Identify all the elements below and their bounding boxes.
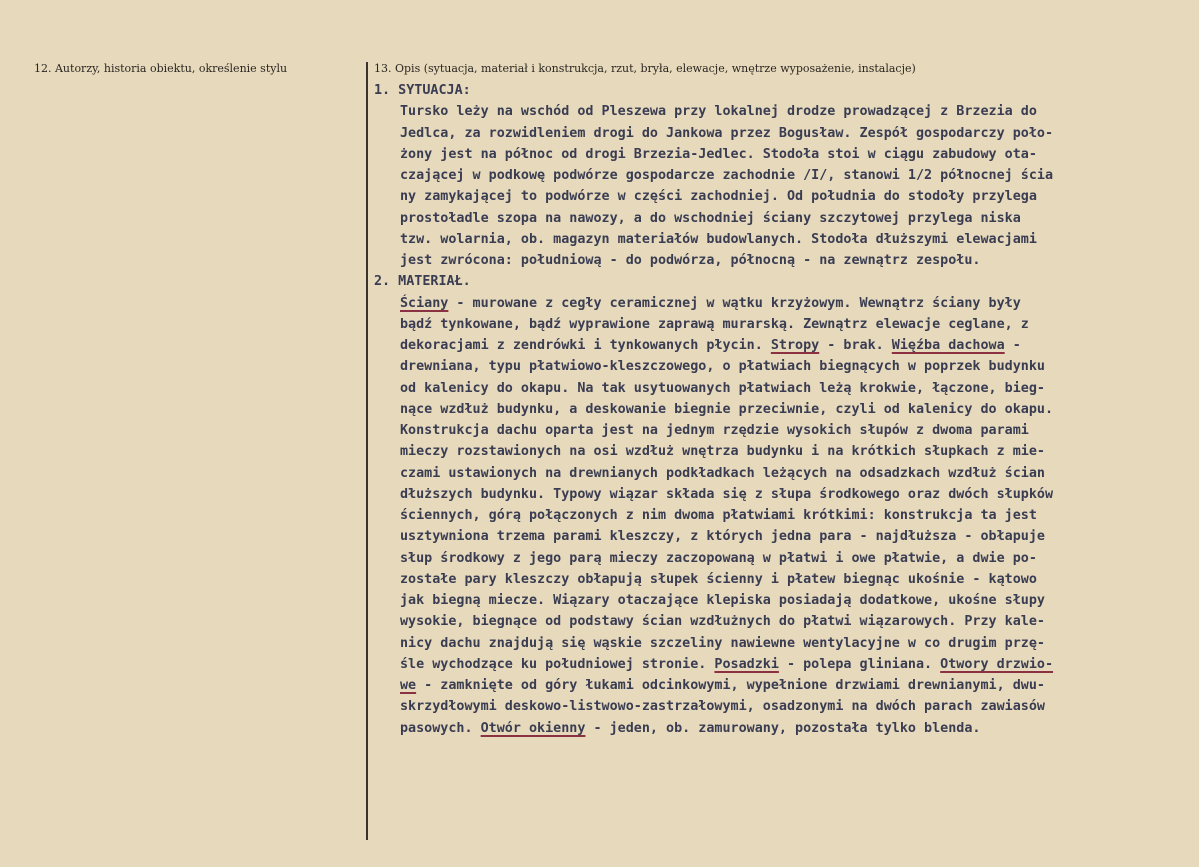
- text-line: jak biegną miecze. Wiązary otaczające klepiska posiadają dodatkowe, ukośne słupy: [400, 593, 1045, 608]
- heading-sytuacja: 1. SYTUACJA:: [374, 83, 471, 98]
- text-segment: - murowane z cegły ceramicznej w wątku krzyżowym. Wewnątrz ściany były: [448, 295, 1021, 311]
- text-line: tzw. wolarnia, ob. magazyn materiałów budowlanych. Stodoła dłuższymi elewacjami: [400, 231, 1037, 247]
- text-line: prostoładle szopa na nawozy, a do wschodniej ściany szczytowej przylega niska: [400, 210, 1021, 226]
- heading-material: 2. MATERIAŁ.: [374, 274, 471, 290]
- text-line: [374, 654, 1189, 675]
- text-line: ściennych, górą połączonych z nim dwoma płatwiami krótkimi: konstrukcja ta jest: [400, 508, 1037, 523]
- text-line: drewniana, typu płatwiowo-kleszczowego, o płatwiach biegnących w poprzek budynku: [400, 359, 1045, 375]
- text-segment: - polepa gliniana.: [778, 656, 941, 672]
- text-segment: dekoracjami z zendrówki i tynkowanych płycin.: [400, 338, 771, 353]
- text-line: słup środkowy z jego parą mieczy zaczopowaną w płatwi i owe płatwie, a dwie po-: [400, 550, 1037, 566]
- term-sciany: Ściany: [400, 295, 449, 311]
- text-line: [374, 335, 1189, 356]
- section-12-label: 12. Autorzy, historia obiektu, określenie stylu: [34, 62, 288, 75]
- text-line: nące wzdłuż budynku, a deskowanie biegnie przeciwnie, czyli od kalenicy do okapu.: [400, 401, 1054, 417]
- text-line: usztywniona trzema parami kleszczy, z których jedna para - najdłuższa - obłapuje: [400, 529, 1045, 545]
- text-line: [374, 675, 1189, 696]
- text-line: czającej w podkowę podwórze gospodarcze zachodnie /I/, stanowi 1/2 północnej ścia: [400, 168, 1054, 183]
- section-13-label: 13. Opis (sytuacja, materiał i konstrukcja, rzut, bryła, elewacje, wnętrze wyposażenie, instalacje): [374, 62, 916, 75]
- text-line: mieczy rozstawionych na osi wzdłuż wnętrza budynku i na krótkich słupkach z mie-: [400, 444, 1045, 460]
- text-line: Tursko leży na wschód od Pleszewa przy lokalnej drodze prowadzącej z Brzezia do: [400, 104, 1037, 120]
- description-text: [374, 80, 1189, 739]
- term-stropy: Stropy: [770, 338, 820, 353]
- column-divider: [366, 62, 368, 840]
- text-line: wysokie, biegnące od podstawy ścian wzdłużnych do płatwi wiązarowych. Przy kale-: [400, 614, 1045, 630]
- text-line: czami ustawionych na drewnianych podkładkach leżących na odsadzkach wzdłuż ścian: [400, 465, 1045, 481]
- text-line: Konstrukcja dachu oparta jest na jednym rzędzie wysokich słupów z dwoma parami: [400, 423, 1029, 438]
- text-line: zostałe pary kleszczy obłapują słupek ścienny i płatew biegnąc ukośnie - kątowo: [400, 571, 1037, 587]
- text-line: dłuższych budynku. Typowy wiązar składa się z słupa środkowego oraz dwóch słupków: [400, 486, 1054, 502]
- term-otwory-drzwiowe-cont: we: [400, 678, 417, 693]
- term-otwory-drzwiowe: Otwory drzwio-: [940, 656, 1054, 672]
- text-segment: -: [1004, 338, 1021, 353]
- text-segment: - zamknięte od góry łukami odcinkowymi, wypełnione drzwiami drewnianymi, dwu-: [416, 678, 1045, 693]
- text-line: Jedlca, za rozwidleniem drogi do Jankowa przez Bogusław. Zespół gospodarczy poło-: [400, 125, 1054, 141]
- text-line: skrzydłowymi deskowo-listwowo-zastrzałowymi, osadzonymi na dwóch parach zawiasów: [400, 699, 1045, 715]
- text-line: nicy dachu znajdują się wąskie szczeliny nawiewne wentylacyjne w co drugim przę-: [400, 635, 1045, 651]
- term-posadzki: Posadzki: [714, 656, 779, 672]
- text-line: [374, 718, 1189, 739]
- text-line: żony jest na północ od drogi Brzezia-Jedlec. Stodoła stoi w ciągu zabudowy ota-: [400, 146, 1037, 162]
- text-line: od kalenicy do okapu. Na tak usytuowanych płatwiach leżą krokwie, łączone, bieg-: [400, 380, 1045, 396]
- text-segment: pasowych.: [400, 720, 481, 736]
- text-line: jest zwrócona: południową - do podwórza, północną - na zewnątrz zespołu.: [400, 253, 981, 268]
- text-line: ny zamykającej to podwórze w części zachodniej. Od południa do stodoły przylega: [400, 189, 1037, 205]
- term-otwor-okienny: Otwór okienny: [480, 720, 586, 736]
- text-segment: - jeden, ob. zamurowany, pozostała tylko blenda.: [585, 720, 981, 736]
- term-wiezba-dachowa: Więźba dachowa: [891, 338, 1005, 353]
- text-segment: śle wychodzące ku południowej stronie.: [400, 656, 715, 672]
- text-segment: - brak.: [819, 338, 892, 353]
- text-line: [374, 293, 1189, 314]
- text-line: bądź tynkowane, bądź wyprawione zaprawą murarską. Zewnątrz elewacje ceglane, z: [400, 316, 1029, 332]
